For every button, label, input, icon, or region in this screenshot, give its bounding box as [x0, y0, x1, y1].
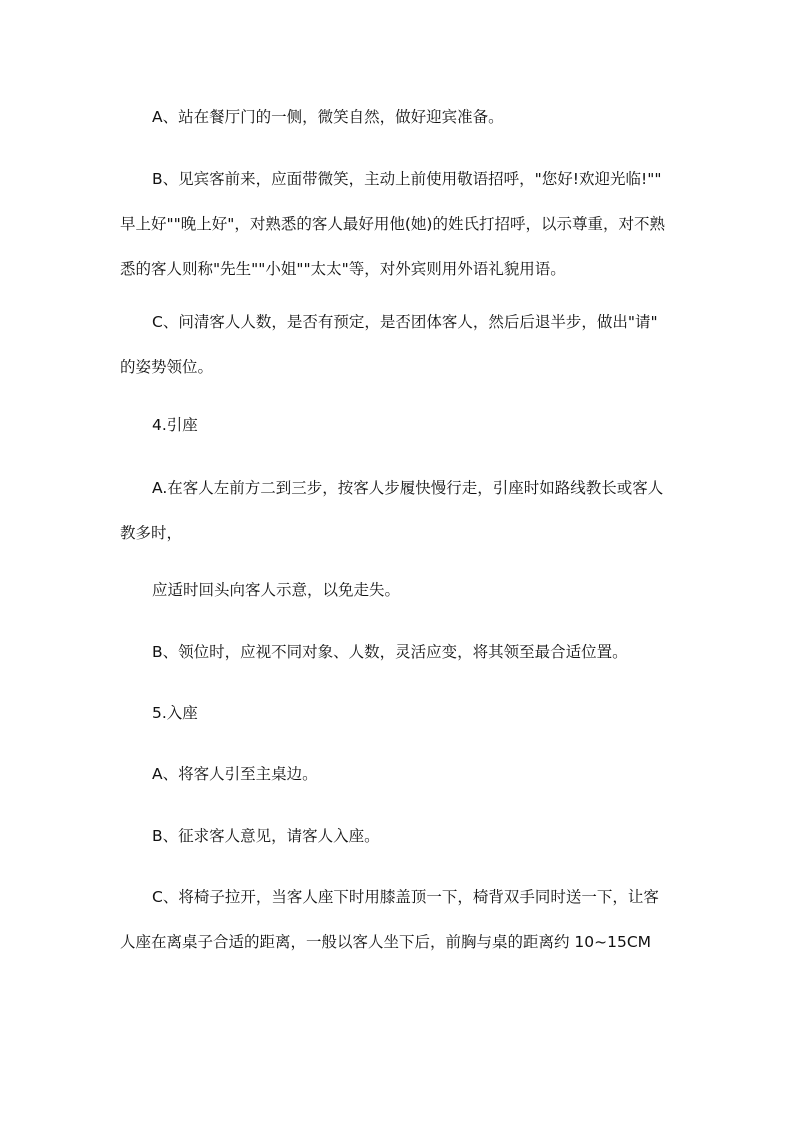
text-line: 早上好""晚上好"，对熟悉的客人最好用他(她)的姓氏打招呼，以示尊重，对不熟 — [120, 215, 665, 233]
text-line: 人座在离桌子合适的距离，一般以客人坐下后，前胸与桌的距离约 10~15CM — [120, 933, 652, 951]
text-line: A、站在餐厅门的一侧，微笑自然，做好迎宾准备。 — [152, 108, 504, 126]
paragraph-guide-b — [120, 630, 676, 675]
text-line: 5.入座 — [152, 704, 198, 722]
text-line: B、领位时，应视不同对象、人数，灵活应变，将其领至最合适位置。 — [152, 643, 628, 661]
paragraph-seat-c — [120, 875, 676, 965]
paragraph-greet-c — [120, 300, 676, 390]
paragraph-greet-b — [120, 157, 676, 292]
text-line: C、问清客人人数，是否有预定，是否团体客人，然后后退半步，做出"请" — [152, 313, 658, 331]
paragraph-greet-a — [120, 95, 676, 140]
text-line: A、将客人引至主桌边。 — [152, 765, 318, 783]
text-line: A.在客人左前方二到三步，按客人步履快慢行走，引座时如路线教长或客人 — [152, 479, 664, 497]
text-line: 的姿势领位。 — [120, 358, 214, 376]
paragraph-seat-a — [120, 752, 676, 797]
text-line: 教多时， — [120, 524, 183, 542]
text-line: 悉的客人则称"先生""小姐""太太"等，对外宾则用外语礼貌用语。 — [120, 260, 566, 278]
text-line: B、征求客人意见，请客人入座。 — [152, 827, 380, 845]
paragraph-seat-b — [120, 814, 676, 859]
section-heading-seating-guide — [120, 403, 676, 448]
paragraph-guide-a — [120, 466, 676, 556]
section-heading-seating — [120, 691, 676, 736]
text-line: 应适时回头向客人示意，以免走失。 — [152, 581, 401, 599]
text-line: C、将椅子拉开，当客人座下时用膝盖顶一下，椅背双手同时送一下，让客 — [152, 888, 659, 906]
text-line: 4.引座 — [152, 416, 198, 434]
paragraph-guide-a-cont — [120, 568, 676, 613]
text-line: B、见宾客前来，应面带微笑，主动上前使用敬语招呼，"您好!欢迎光临!"" — [152, 170, 662, 188]
